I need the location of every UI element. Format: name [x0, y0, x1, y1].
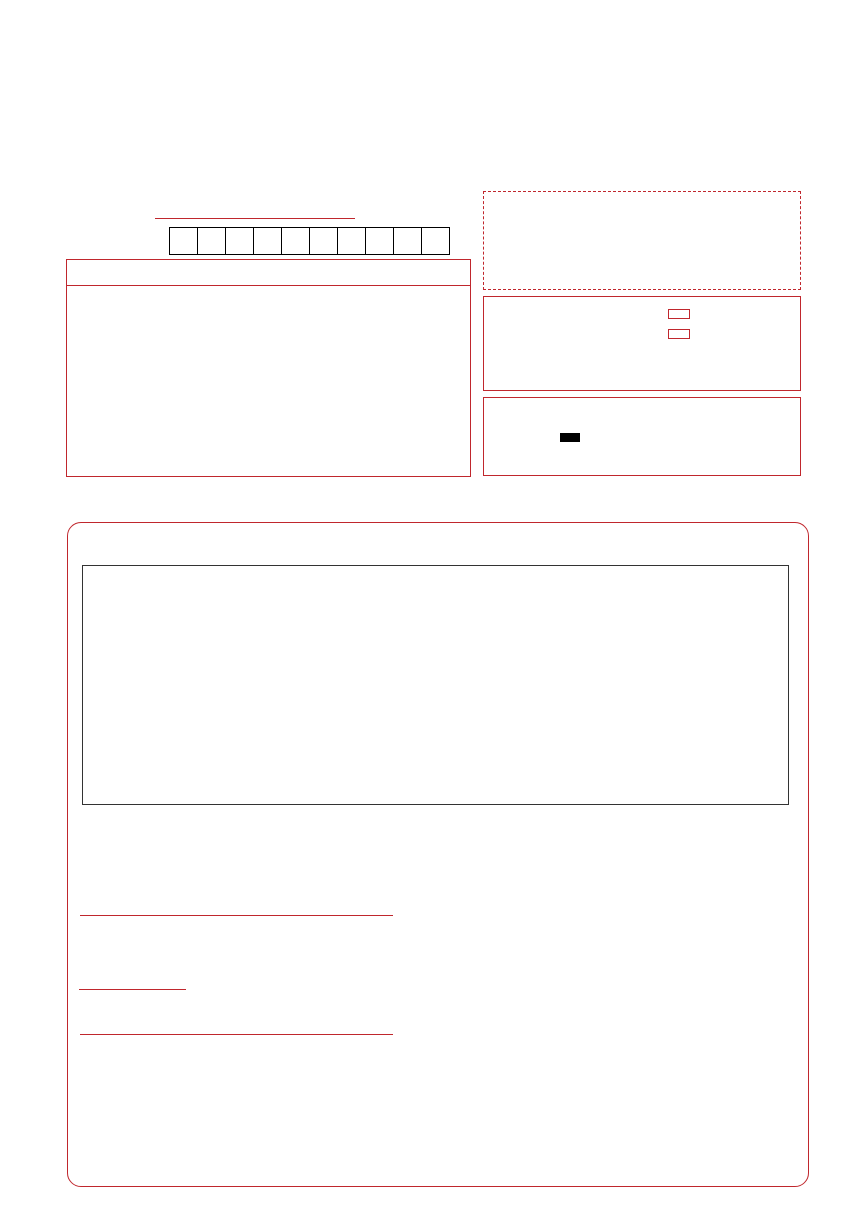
exam-number-box[interactable] [253, 227, 282, 255]
exam-number-box[interactable] [421, 227, 450, 255]
exam-number-box[interactable] [281, 227, 310, 255]
answer-blank[interactable] [286, 902, 393, 916]
notice-title [66, 259, 471, 286]
section1-box [82, 565, 789, 805]
notice-body [66, 285, 471, 477]
violation-mark-box[interactable] [668, 329, 690, 339]
name-field[interactable] [155, 218, 355, 219]
answer-blank[interactable] [80, 1021, 195, 1035]
exam-number-box[interactable] [337, 227, 366, 255]
answer-blank[interactable] [294, 1021, 393, 1035]
answer-blank[interactable] [80, 902, 179, 916]
exam-number-box[interactable] [365, 227, 394, 255]
fill-sample-box [483, 397, 801, 476]
exam-number-box[interactable] [225, 227, 254, 255]
question-10-row-1 [79, 976, 186, 994]
forbidden-fill-box [483, 296, 801, 391]
question-9-row [80, 902, 393, 920]
question-10-row-2 [80, 1021, 393, 1039]
exam-number-box[interactable] [197, 227, 226, 255]
exam-number-box[interactable] [393, 227, 422, 255]
answer-blank[interactable] [179, 902, 286, 916]
barcode-area [483, 191, 801, 290]
top-timing-marks [58, 41, 818, 55]
exam-number-box[interactable] [169, 227, 198, 255]
absent-mark-box[interactable] [668, 309, 690, 319]
exam-number-boxes[interactable] [170, 227, 450, 255]
exam-number-box[interactable] [309, 227, 338, 255]
correct-fill-mark [560, 433, 580, 442]
answer-blank[interactable] [195, 1021, 294, 1035]
answer-blank[interactable] [79, 976, 186, 990]
